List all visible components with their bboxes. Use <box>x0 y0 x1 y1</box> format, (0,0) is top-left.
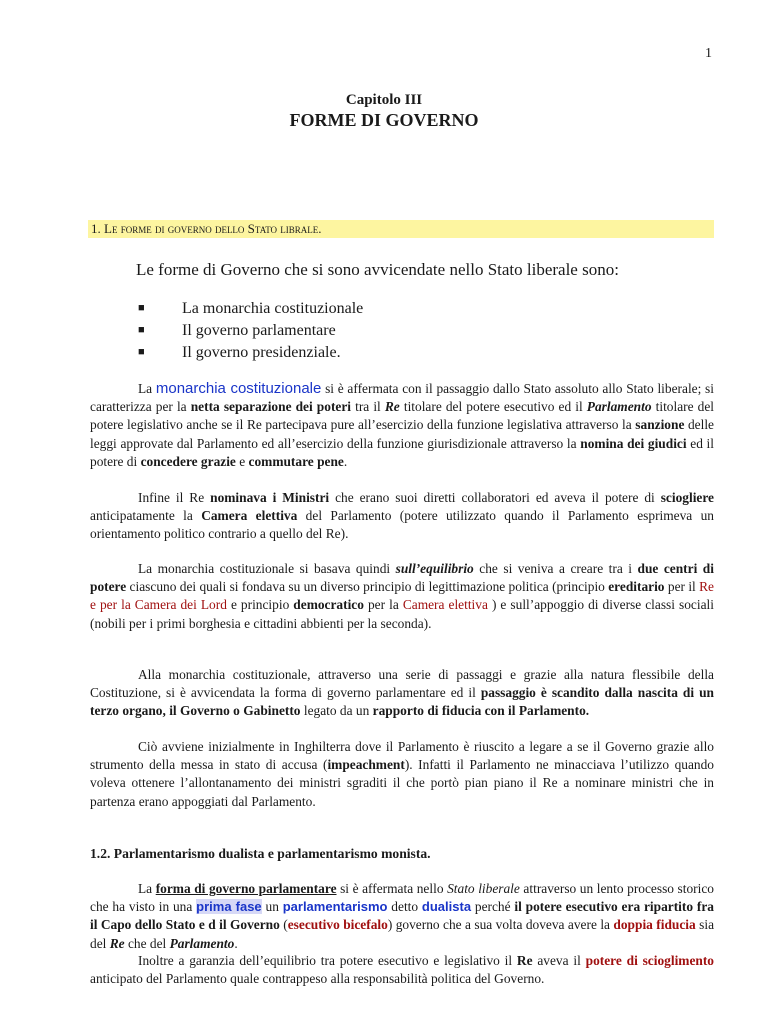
bullet-icon: ■ <box>138 324 145 336</box>
chapter-label: Capitolo III <box>345 92 423 108</box>
paragraph-inghilterra: Ciò avviene inizialmente in Inghilterra dove il Parlamento è riuscito a legare a se il Governo grazie allo strumento della messa in stato di accusa (impeachment). Infatti il Parlamento ne minacciava l’utilizzo quando voleva ottenere l’allontanamento dei ministri sgraditi il che portò pian piano il Re a nominare ministri che in partenza erano appoggiati dal Parlamento. <box>90 739 715 809</box>
paragraph-ministri: Infine il Re nominava i Ministri che erano suoi diretti collaboratori ed aveva il potere di sciogliere anticipatamente la Camera elettiva del Parlamento (potere utilizzato quando il Parlamento esprimeva un orientamento politico contrario a quello del Re). <box>90 490 715 542</box>
term-monarchia: monarchia costituzionale <box>155 380 322 397</box>
paragraph-equilibrio: La monarchia costituzionale si basava quindi sull’equilibrio che si veniva a creare tra i due centri di potere ciascuno dei quali si fondava su un diverso principio di legittimazione politica (principio ereditario per il Re e per la Camera dei Lord e principio democratico per la Camera elettiva ) e sull’appoggio di diverse classi sociali (nobili per i primi borghesia e cittadini abbienti per la seconda). <box>90 561 714 631</box>
paragraph-scioglimento: Inoltre a garanzia dell’equilibrio tra potere esecutivo e legislativo il Re aveva il potere di scioglimento anticipato del Parlamento quale contrappeso alla responsabilità politica del Governo. <box>90 953 714 987</box>
list-item: ■ Il governo parlamentare <box>138 322 336 339</box>
section-number: 1. <box>91 221 104 236</box>
bullet-icon: ■ <box>138 346 145 358</box>
list-item: ■ Il governo presidenziale. <box>138 344 341 361</box>
list-item: ■ La monarchia costituzionale <box>138 300 364 317</box>
paragraph-monarchia: La monarchia costituzionale si è affermata con il passaggio dallo Stato assoluto allo Stato liberale; si caratterizza per la netta separazione dei poteri tra il Re titolare del potere esecutivo ed il Parlamento titolare del potere legislativo anche se il Re partecipava pure all’esercizio della funzione legislativa attraverso la sanzione delle leggi approvate dal Parlamento ed all’esercizio della funzione giurisdizionale attraverso la nomina dei giudici ed il potere di concedere grazie e commutare pene. <box>90 380 714 469</box>
section-heading-1-2: 1.2. Parlamentarismo dualista e parlamentarismo monista. <box>90 846 431 861</box>
chapter-title: FORME DI GOVERNO <box>289 110 479 130</box>
section-heading-1 <box>88 220 714 238</box>
paragraph-governo-parlamentare: Alla monarchia costituzionale, attraverso una serie di passaggi e grazie alla natura flessibile della Costituzione, si è avvicendata la forma di governo parlamentare ed il passaggio è scandito dalla nascita di un terzo organo, il Governo o Gabinetto legato da un rapporto di fiducia con il Parlamento. <box>90 667 714 719</box>
bullet-icon: ■ <box>138 302 145 314</box>
section-title: Le forme di governo dello Stato librale. <box>104 221 322 236</box>
intro-sentence: Le forme di Governo che si sono avvicendate nello Stato liberale sono: <box>136 260 619 279</box>
paragraph-dualista: La forma di governo parlamentare si è affermata nello Stato liberale attraverso un lento processo storico che ha visto in una prima fase un parlamentarismo detto dualista perché il potere esecutivo era ripartito fra il Capo dello Stato e d il Governo (esecutivo bicefalo) governo che a sua volta doveva avere la doppia fiducia sia del Re che del Parlamento. <box>90 881 715 951</box>
page-number: 1 <box>705 46 712 61</box>
